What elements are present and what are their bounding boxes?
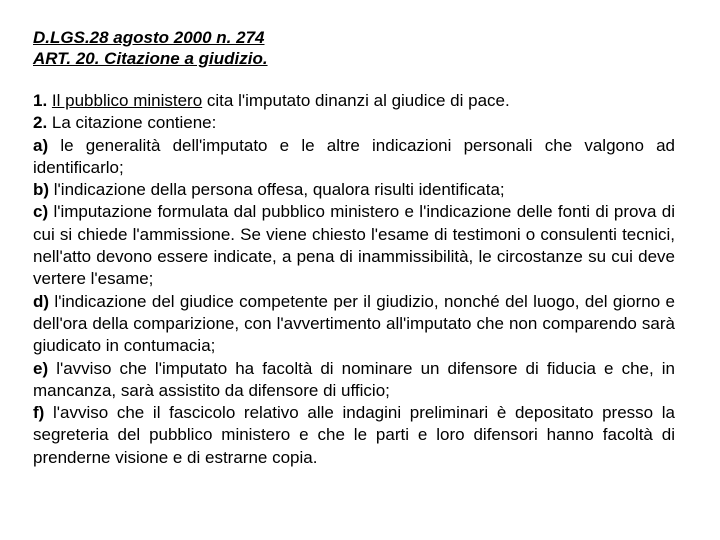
paragraph-a: [33, 135, 675, 180]
paragraph-marker: f): [33, 403, 45, 423]
paragraph-text: l'indicazione della persona offesa, qualora risulti identificata;: [49, 180, 505, 200]
paragraph-marker: a): [33, 135, 49, 155]
paragraph-c: [33, 201, 675, 290]
underlined-text: Il pubblico ministero: [51, 91, 203, 110]
article-title: ART. 20. Citazione a giudizio.: [33, 49, 268, 68]
paragraph-text: l'indicazione del giudice competente per il giudizio, nonché del luogo, del giorno e dell'ora della comparizione, con l'avvertimento all'imputato che non comparendo sarà giudicato in contumacia;: [33, 291, 675, 356]
paragraph-marker: d): [33, 291, 50, 311]
document-page: [33, 27, 675, 469]
paragraph-marker: 2.: [33, 113, 48, 133]
paragraph-marker: e): [33, 358, 49, 378]
paragraph-marker: 1.: [33, 91, 48, 110]
paragraph-d: [33, 291, 675, 358]
article-body: [33, 90, 675, 469]
paragraph-1: [33, 90, 675, 112]
paragraph-b: [33, 179, 675, 201]
paragraph-text: cita l'imputato dinanzi al giudice di pace.: [202, 91, 510, 110]
paragraph-f: [33, 402, 675, 469]
paragraph-text: l'avviso che il fascicolo relativo alle indagini preliminari è depositato presso la segreteria del pubblico ministero e che le parti e loro difensori hanno facoltà di prenderne visione e di estrarne copia.: [33, 403, 675, 467]
paragraph-e: [33, 358, 675, 403]
paragraph-text: le generalità dell'imputato e le altre indicazioni personali che valgono ad identificarlo;: [33, 135, 675, 177]
paragraph-2: [33, 112, 675, 134]
paragraph-text: l'avviso che l'imputato ha facoltà di nominare un difensore di fiducia e che, in mancanza, sarà assistito da difensore di ufficio;: [33, 358, 675, 400]
law-reference: D.LGS.28 agosto 2000 n. 274: [33, 28, 265, 47]
document-heading: [33, 27, 675, 69]
paragraph-marker: c): [33, 202, 49, 222]
paragraph-marker: b): [33, 180, 50, 200]
paragraph-text: l'imputazione formulata dal pubblico ministero e l'indicazione delle fonti di prova di cui si chiede l'ammissione. Se viene chiesto l'esame di testimoni o consulenti tecnici, nell'atto devono essere indicate, a pena di inammissibilità, le circostanze su cui deve vertere l'esame;: [33, 202, 675, 289]
paragraph-text: La citazione contiene:: [47, 113, 217, 133]
